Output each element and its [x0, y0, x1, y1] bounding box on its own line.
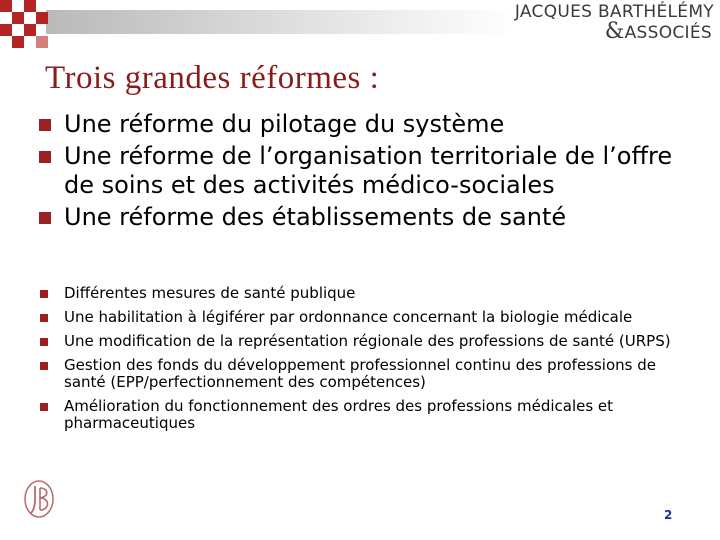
minor-bullet-text: Une modification de la représentation régionale des professions de santé (URPS)	[64, 332, 671, 350]
major-bullet-text: Une réforme du pilotage du système	[64, 110, 505, 138]
minor-bullet	[36, 285, 686, 302]
jb-monogram-icon	[22, 478, 56, 520]
square-bullet-icon	[39, 151, 51, 163]
major-bullet-text: Une réforme de l’organisation territoriale de l’offre de soins et des activités médico-sociales	[64, 142, 673, 199]
minor-bullet	[36, 309, 686, 326]
major-bullet-list	[36, 110, 686, 235]
minor-bullet	[36, 398, 686, 432]
firm-logo	[514, 2, 714, 46]
minor-bullet	[36, 357, 686, 391]
logo-line-2	[514, 19, 712, 44]
logo-ampersand: &	[604, 19, 625, 44]
logo-line-1: JACQUES BARTHÉLÉMY	[514, 2, 714, 22]
square-bullet-icon	[40, 362, 48, 370]
square-bullet-icon	[40, 338, 48, 346]
page-number: 2	[664, 508, 673, 522]
square-bullet-icon	[40, 403, 48, 411]
minor-bullet-list	[36, 285, 686, 439]
minor-bullet-text: Une habilitation à légiférer par ordonnance concernant la biologie médicale	[64, 308, 633, 326]
square-bullet-icon	[39, 212, 51, 224]
slide-title: Trois grandes réformes :	[45, 60, 380, 96]
square-bullet-icon	[39, 119, 51, 131]
major-bullet	[36, 203, 686, 232]
square-bullet-icon	[40, 314, 48, 322]
logo-associes: ASSOCIÉS	[624, 23, 712, 43]
minor-bullet	[36, 333, 686, 350]
minor-bullet-text: Différentes mesures de santé publique	[64, 284, 356, 302]
major-bullet	[36, 142, 686, 200]
minor-bullet-text: Amélioration du fonctionnement des ordres des professions médicales et pharmaceutiques	[64, 397, 614, 432]
major-bullet	[36, 110, 686, 139]
square-bullet-icon	[40, 290, 48, 298]
major-bullet-text: Une réforme des établissements de santé	[64, 203, 567, 231]
minor-bullet-text: Gestion des fonds du développement professionnel continu des professions de santé (EPP/perfectionnement des compétences)	[64, 356, 656, 391]
